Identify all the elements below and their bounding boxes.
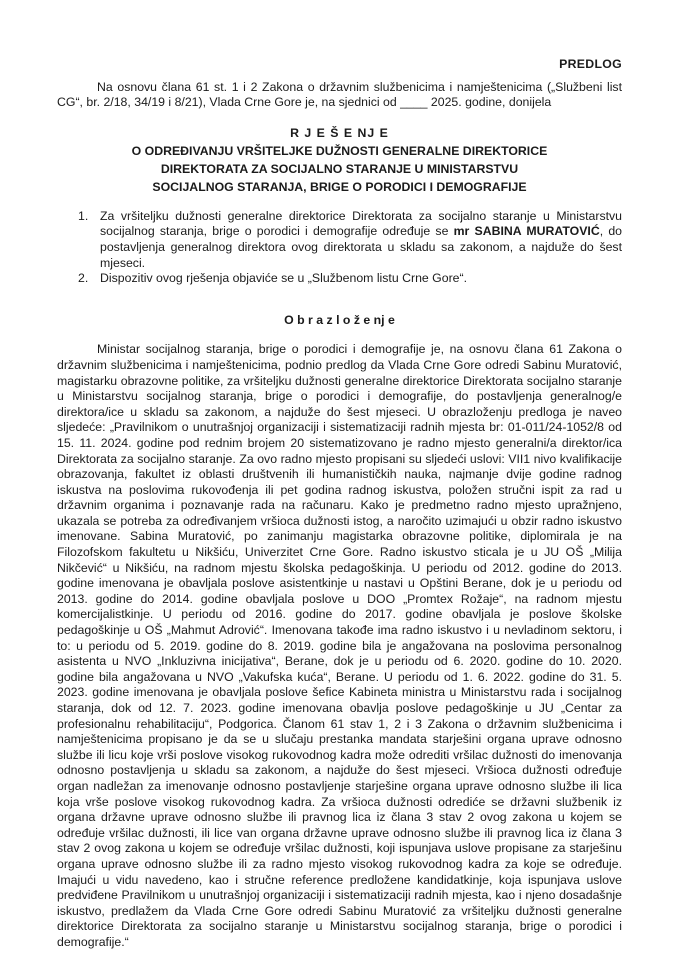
intro-paragraph: Na osnovu člana 61 st. 1 i 2 Zakona o državnim službenicima i namještenicima („Službeni list CG“, br. 2/18, 34/19 i 8/21), Vlada Crne Gore je, na sjednici od ____ 2025. godine, donijela: [57, 79, 622, 110]
item-text-before: Dispozitiv ovog rješenja objaviće se u „Službenom listu Crne Gore“.: [100, 271, 468, 286]
predlog-label: PREDLOG: [559, 57, 622, 71]
resolution-heading: [57, 124, 622, 196]
list-item: [57, 271, 622, 287]
resolution-subtitle-line-1: O ODREĐIVANJU VRŠITELJKE DUŽNOSTI GENERALNE DIREKTORICE: [131, 143, 548, 158]
item-text: [100, 271, 467, 285]
resolution-title: R J E Š E NJ E: [290, 125, 389, 140]
resolution-subtitle-line-2: DIREKTORATA ZA SOCIJALNO STARANJE U MINISTARSTVU: [160, 161, 519, 176]
item-text-before: Za vršiteljku dužnosti generalne direktorice Direktorata za socijalno staranje u Ministarstvu socijalnog staranja, brige o porodici i demografije određuje se: [100, 208, 622, 239]
explanation-paragraph: Ministar socijalnog staranja, brige o porodici i demografije je, na osnovu člana 61 Zakona o državnim službenicima i namještenicima, podnio predlog da Vlada Crne Gore odredi Sabinu Muratović, magistarku obrazovne politike, za vršiteljku dužnosti generalne direktorice Direktorata socijalno staranje u Ministarstvu socijalnog staranja, brige o porodici i demografije, do postavljenja generalnog/e direktora/ice u skladu sa zakonom, a najduže do šest mjeseci. U obrazloženju predloga je naveo sljedeće: „Pravilnikom o unutrašnjoj organizaciji i sistematizaciji radnih mjesta br: 01-011/24-1052/8 od 15. 11. 2024. godine pod rednim brojem 20 sistematizovano je radno mjesto generalni/a direktor/ica Direktorata za socijalno staranje. Za ovo radno mjesto propisani su sljedeći uslovi: VII1 nivo kvalifikacije obrazovanja, fakultet iz oblasti društvenih ili humanističkih nauka, najmanje dvije godine radnog iskustva na poslovima rukovođenja ili pet godina radnog iskustva, položen stručni ispit za rad u državnim organima i poznavanje rada na računaru. Kako je predmetno radno mjesto upražnjeno, ukazala se potreba za određivanjem vršioca dužnosti istog, a naročito uzimajući u obzir radno iskustvo imenovane. Sabina Muratović, po zanimanju magistarka obrazovne politike, diplomirala je na Filozofskom fakultetu u Nikšiću, Univerzitet Crne Gore. Radno iskustvo sticala je u JU OŠ „Milija Nikčević“ u Nikšiću, na radnom mjestu školska pedagoškinja. U periodu od 2012. godine do 2013. godine imenovana je obavljala poslove asistentkinje u nastavi u Opštini Berane, dok je u periodu od 2013. godine do 2014. godine obavljala poslove u DOO „Promtex Rožaje“, na radnom mjestu komercijalistkinje. U periodu od 2016. godine do 2017. godine obavljala je poslove školske pedagoškinje u OŠ „Mahmut Adrović“. Imenovana takođe ima radno iskustvo i u nevladinom sektoru, i to: u periodu od 5. 2019. godine do 8. 2019. godine bila je angažovana na poslovima personalnog asistenta u NVO „Inkluzivna inicijativa“, Berane, dok je u periodu od 6. 2020. godine do 10. 2020. godine bila angažovana u NVO „Vakufska kuća“, Berane. U periodu od 1. 6. 2022. godine do 31. 5. 2023. godine imenovana je obavljala poslove šefice Kabineta ministra u Ministarstvu rada i socijalnog staranja, dok od 12. 7. 2023. godine imenovana obavlja poslove pedagoškinje u JU „Centar za profesionalnu rehabilitaciju“, Podgorica. Članom 61 stav 1, 2 i 3 Zakona o državnim službenicima i namještenicima propisano je da se u slučaju prestanka mandata starješini organa uprave odnosno službe ili licu koje vrši poslove visokog rukovodnog kadra može odrediti vršilac dužnosti do imenovanja odnosno postavljenja u skladu sa zakonom, a najduže do šest mjeseci. Vršioca dužnosti određuje organ nadležan za imenovanje odnosno postavljenje starješine organa uprave odnosno službe ili lica koja vrše poslove visokog rukovodnog kadra. Za vršioca dužnosti odrediće se državni službenik iz organa državne uprave odnosno službe ili pravnog lica iz člana 3 stav 2 ovog zakona u kojem se određuje vršilac dužnosti, ili lice van organa državne uprave odnosno službe ili pravnog lica iz člana 3 stav 2 ovog zakona u kojem se određuje vršilac dužnosti, koji ispunjava uslove propisane za starješinu organa uprave odnosno službe ili za radno mjesto visokog rukovodnog kadra za koje se određuje. Imajući u vidu navedeno, kao i stručne reference predložene kandidatkinje, koja ispunjava uslove predviđene Pravilnikom u unutrašnjoj organizaciji i sistematizaciji radnih mjesta, kao i njeno dosadašnje iskustvo, predlažem da Vlada Crne Gore odredi Sabinu Muratović za vršiteljku dužnosti generalne direktorice Direktorata za socijalno staranje u Ministarstvu socijalnog staranja, brige o porodici i demografije.“: [57, 342, 622, 949]
item-text: [100, 209, 622, 270]
item-text-after: , do postavljenja generalnog direktora ovog direktorata u skladu sa zakonom, a najduže do šest mjeseci.: [100, 224, 622, 270]
list-item: [57, 209, 622, 271]
resolution-subtitle-line-3: SOCIJALNOG STARANJA, BRIGE O PORODICI I DEMOGRAFIJE: [152, 179, 527, 194]
resolution-list: [57, 209, 622, 287]
appointee-name: mr SABINA MURATOVIĆ: [453, 224, 600, 239]
item-number: 1.: [78, 208, 89, 223]
item-number: 2.: [78, 271, 89, 286]
explanation-heading: O b r a z l o ž e nj e: [284, 312, 395, 327]
